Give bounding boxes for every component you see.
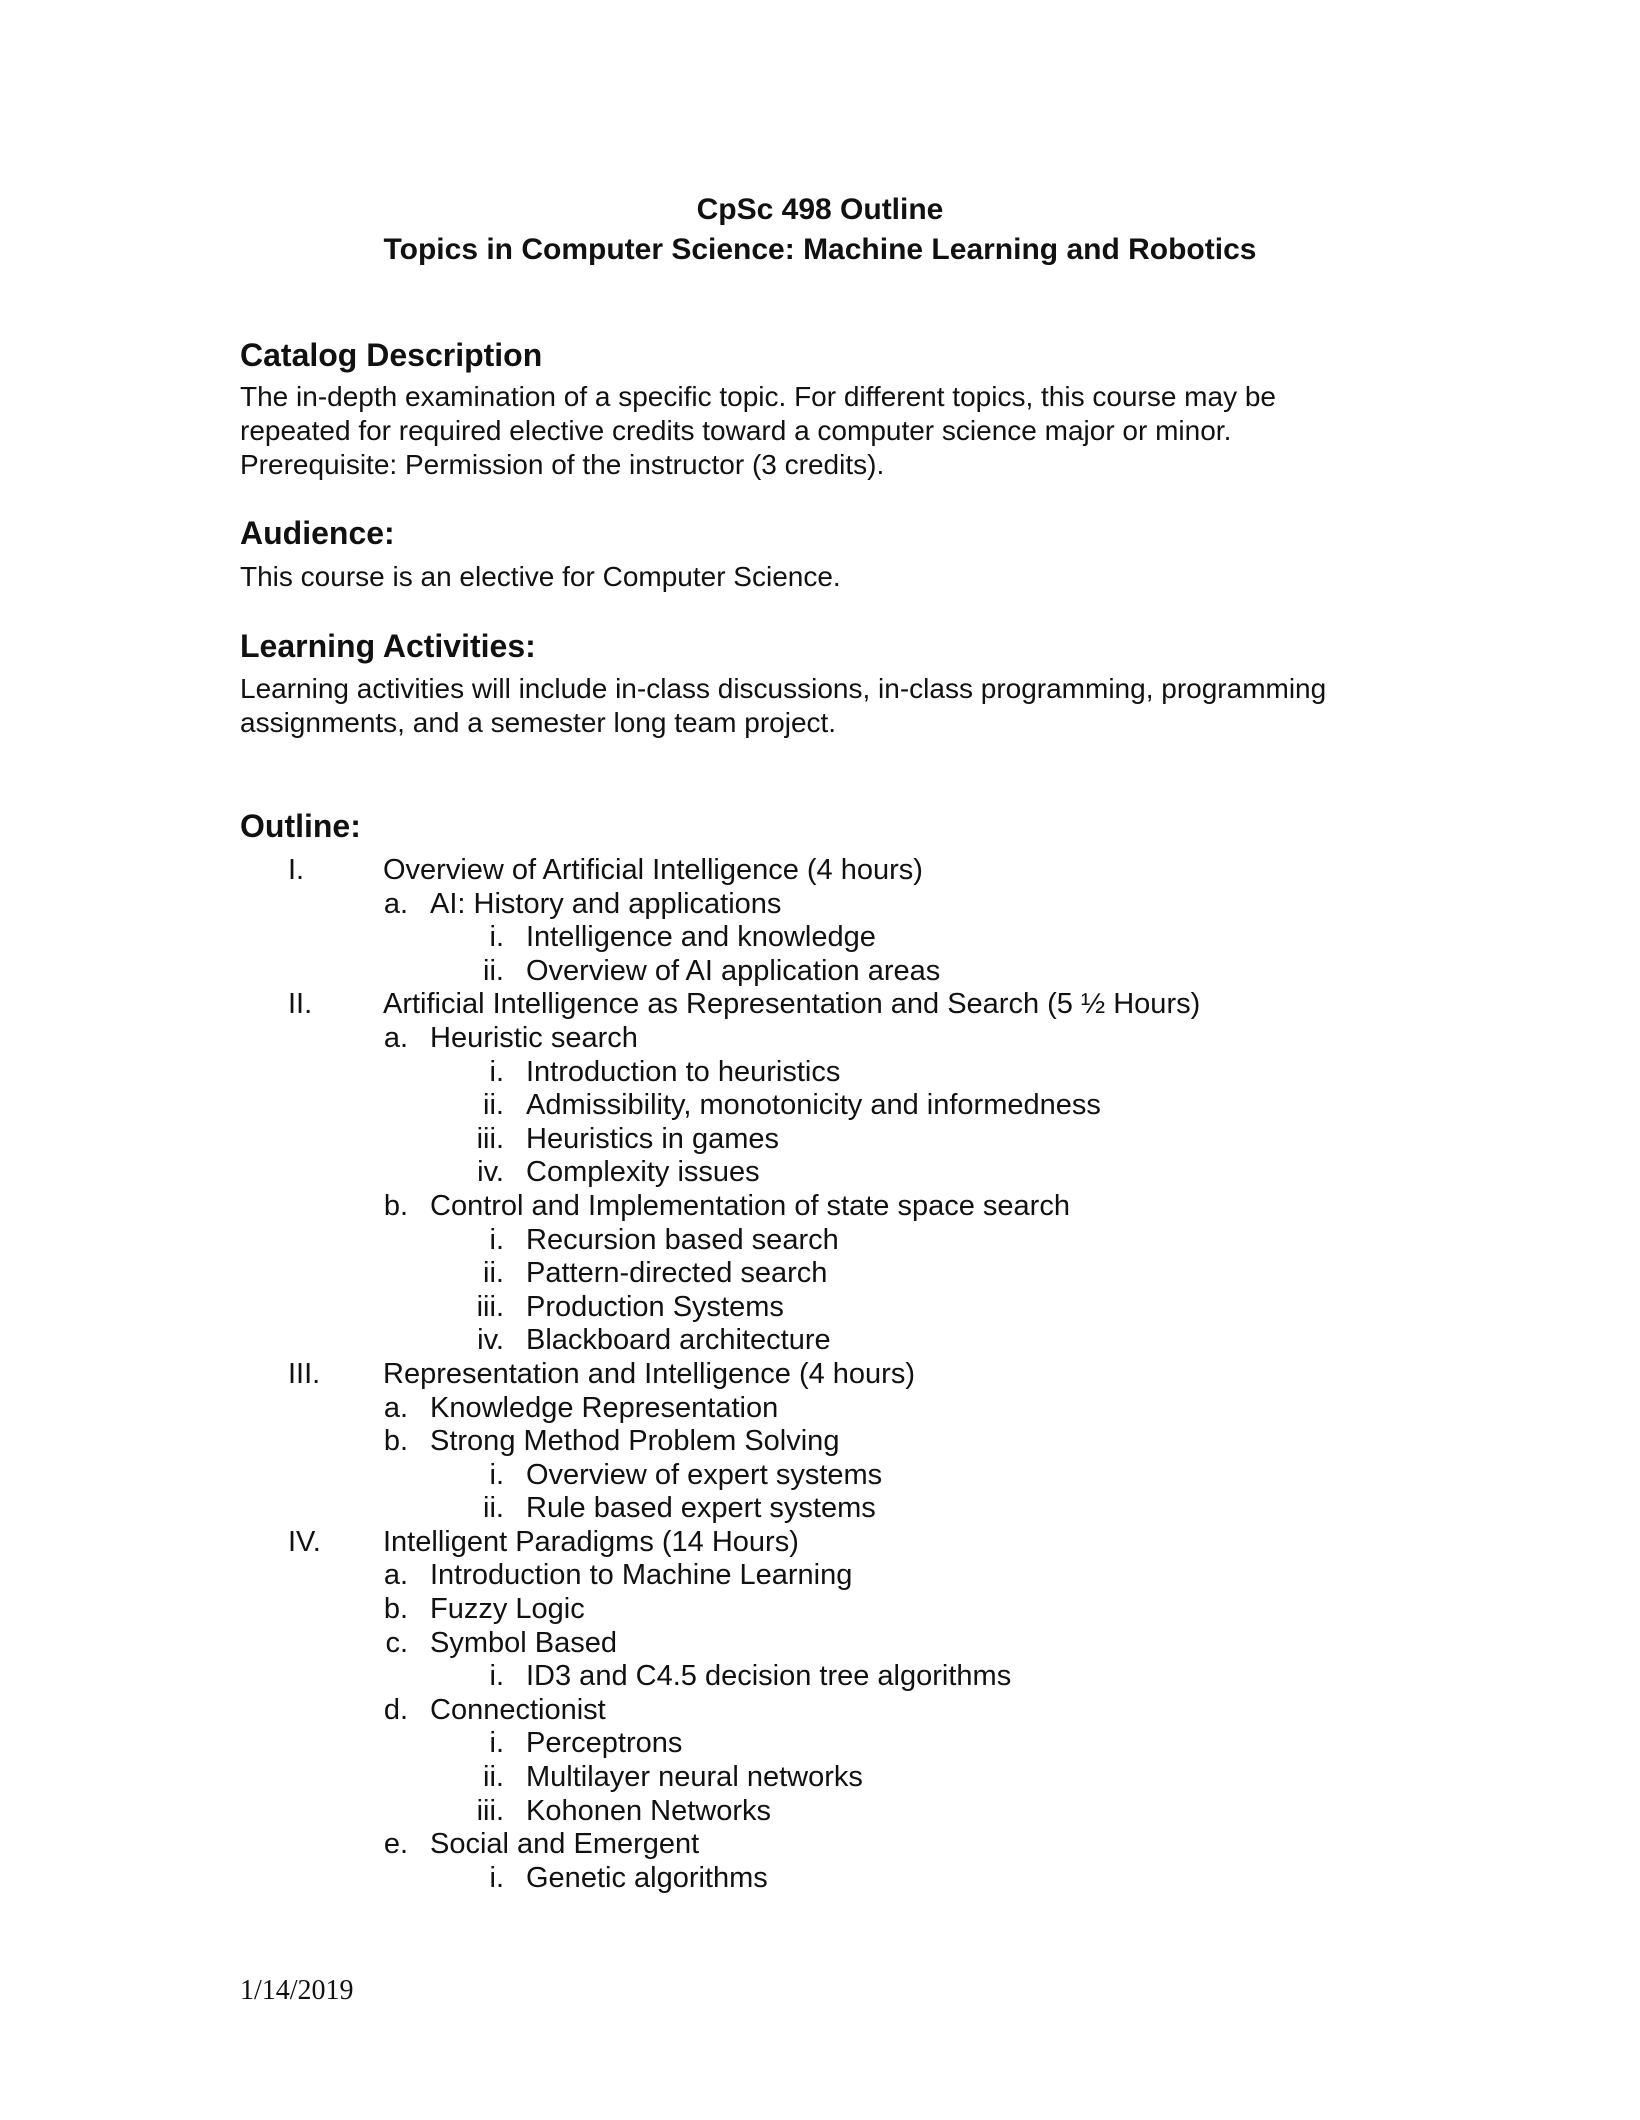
outline-item-text: Representation and Intelligence (4 hours): [383, 1357, 915, 1390]
outline-item: [0, 1056, 1640, 1090]
outline-item-text: Recursion based search: [526, 1223, 839, 1256]
outline-item-text: Rule based expert systems: [526, 1492, 876, 1525]
outline-item-number: II.: [288, 988, 313, 1021]
course-code-title: CpSc 498 Outline: [696, 193, 944, 226]
outline-item: [0, 1156, 1640, 1190]
outline-item-number: d.: [383, 1693, 408, 1726]
outline-item: [0, 1593, 1640, 1627]
outline-item-number: ii.: [483, 1089, 504, 1122]
outline-item: [0, 1224, 1640, 1258]
outline-item: [0, 1862, 1640, 1896]
outline-list: [0, 854, 1640, 1895]
outline-item-number: i.: [489, 1861, 504, 1894]
outline-item-number: i.: [489, 1458, 504, 1491]
outline-item-text: Overview of expert systems: [526, 1458, 883, 1491]
outline-item-number: i.: [489, 921, 504, 954]
outline-item: [0, 1828, 1640, 1862]
outline-item-text: Perceptrons: [526, 1727, 683, 1760]
outline-item-number: b.: [383, 1425, 408, 1458]
outline-heading: Outline:: [240, 808, 361, 844]
outline-item: [0, 1492, 1640, 1526]
outline-item-number: a.: [383, 887, 408, 920]
outline-item-text: Connectionist: [430, 1693, 606, 1726]
outline-item-number: ii.: [483, 954, 504, 987]
outline-item-number: i.: [489, 1223, 504, 1256]
outline-item: [0, 1190, 1640, 1224]
learning-line: Learning activities will include in-class discussions, in-class programming, programming: [240, 673, 1327, 704]
outline-item-number: b.: [383, 1189, 408, 1222]
outline-item-number: i.: [489, 1055, 504, 1088]
outline-item: [0, 1559, 1640, 1593]
outline-item: [0, 1257, 1640, 1291]
outline-item-number: iv.: [477, 1156, 504, 1189]
audience-heading: Audience:: [240, 515, 395, 551]
outline-item-number: c.: [385, 1626, 408, 1659]
outline-item-number: iii.: [476, 1290, 504, 1323]
outline-item-number: iv.: [477, 1324, 504, 1357]
catalog-heading: Catalog Description: [240, 337, 543, 373]
outline-item-text: Strong Method Problem Solving: [430, 1425, 840, 1458]
outline-item: [0, 1526, 1640, 1560]
learning-line: assignments, and a semester long team project.: [240, 707, 837, 738]
outline-item: [0, 1291, 1640, 1325]
catalog-line: repeated for required elective credits toward a computer science major or minor.: [240, 415, 1232, 446]
outline-item: [0, 1425, 1640, 1459]
outline-item: [0, 1795, 1640, 1829]
outline-item: [0, 988, 1640, 1022]
document-title: [0, 190, 1640, 270]
catalog-description: [240, 380, 1390, 482]
learning-description: [240, 672, 1390, 740]
outline-item-text: Control and Implementation of state space search: [430, 1189, 1070, 1222]
outline-item: [0, 854, 1640, 888]
outline-item-number: iii.: [476, 1122, 504, 1155]
outline-item-text: Knowledge Representation: [430, 1391, 779, 1424]
outline-item-number: i.: [489, 1660, 504, 1693]
outline-item-text: Heuristic search: [430, 1021, 638, 1054]
outline-item-text: Introduction to heuristics: [526, 1055, 841, 1088]
outline-item-text: Overview of Artificial Intelligence (4 hours): [383, 854, 923, 886]
outline-item-number: ii.: [483, 1761, 504, 1794]
outline-item: [0, 1727, 1640, 1761]
outline-item-number: IV.: [288, 1525, 321, 1558]
outline-item: [0, 1761, 1640, 1795]
outline-item: [0, 1627, 1640, 1661]
outline-item: [0, 1324, 1640, 1358]
outline-item-text: Admissibility, monotonicity and informedness: [526, 1089, 1101, 1122]
outline-item: [0, 1459, 1640, 1493]
outline-item-number: iii.: [476, 1794, 504, 1827]
outline-item-text: Complexity issues: [526, 1156, 760, 1189]
outline-item: [0, 1089, 1640, 1123]
outline-item: [0, 888, 1640, 922]
outline-item: [0, 921, 1640, 955]
outline-item-number: I.: [288, 854, 305, 886]
outline-item-text: Multilayer neural networks: [526, 1761, 863, 1794]
course-topic-title: Topics in Computer Science: Machine Learning and Robotics: [383, 233, 1257, 266]
outline-item-text: Intelligence and knowledge: [526, 921, 876, 954]
outline-item-text: Kohonen Networks: [526, 1794, 772, 1827]
outline-item-number: a.: [383, 1559, 408, 1592]
outline-item-text: Intelligent Paradigms (14 Hours): [383, 1525, 799, 1558]
outline-item-number: a.: [383, 1391, 408, 1424]
outline-item-text: Production Systems: [526, 1290, 784, 1323]
outline-item-text: ID3 and C4.5 decision tree algorithms: [526, 1660, 1012, 1693]
outline-item-text: Introduction to Machine Learning: [430, 1559, 853, 1592]
outline-item-number: III.: [288, 1357, 321, 1390]
outline-item: [0, 1694, 1640, 1728]
outline-item-number: ii.: [483, 1492, 504, 1525]
outline-item-number: a.: [383, 1021, 408, 1054]
outline-item: [0, 1358, 1640, 1392]
outline-item-number: b.: [383, 1593, 408, 1626]
outline-item: [0, 1392, 1640, 1426]
learning-heading: Learning Activities:: [240, 628, 536, 664]
outline-item-text: Heuristics in games: [526, 1122, 780, 1155]
outline-item-text: Artificial Intelligence as Representation and Search (5 ½ Hours): [383, 988, 1201, 1021]
outline-item-text: Symbol Based: [430, 1626, 617, 1659]
outline-item-text: Blackboard architecture: [526, 1324, 831, 1357]
outline-item-text: Genetic algorithms: [526, 1861, 768, 1894]
outline-item-number: e.: [383, 1828, 408, 1861]
catalog-line: The in-depth examination of a specific topic. For different topics, this course may be: [240, 381, 1276, 412]
outline-item-number: ii.: [483, 1257, 504, 1290]
outline-item: [0, 1660, 1640, 1694]
outline-item: [0, 1123, 1640, 1157]
outline-item-text: Social and Emergent: [430, 1828, 700, 1861]
outline-item-text: Overview of AI application areas: [526, 954, 941, 987]
outline-item-text: Fuzzy Logic: [430, 1593, 585, 1626]
audience-text: This course is an elective for Computer Science.: [240, 561, 841, 592]
outline-item: [0, 955, 1640, 989]
catalog-line: Prerequisite: Permission of the instructor (3 credits).: [240, 449, 885, 480]
outline-item-text: Pattern-directed search: [526, 1257, 828, 1290]
outline-item: [0, 1022, 1640, 1056]
outline-item-number: i.: [489, 1727, 504, 1760]
outline-item-text: AI: History and applications: [430, 887, 782, 920]
footer-date: 1/14/2019: [240, 1975, 354, 2006]
